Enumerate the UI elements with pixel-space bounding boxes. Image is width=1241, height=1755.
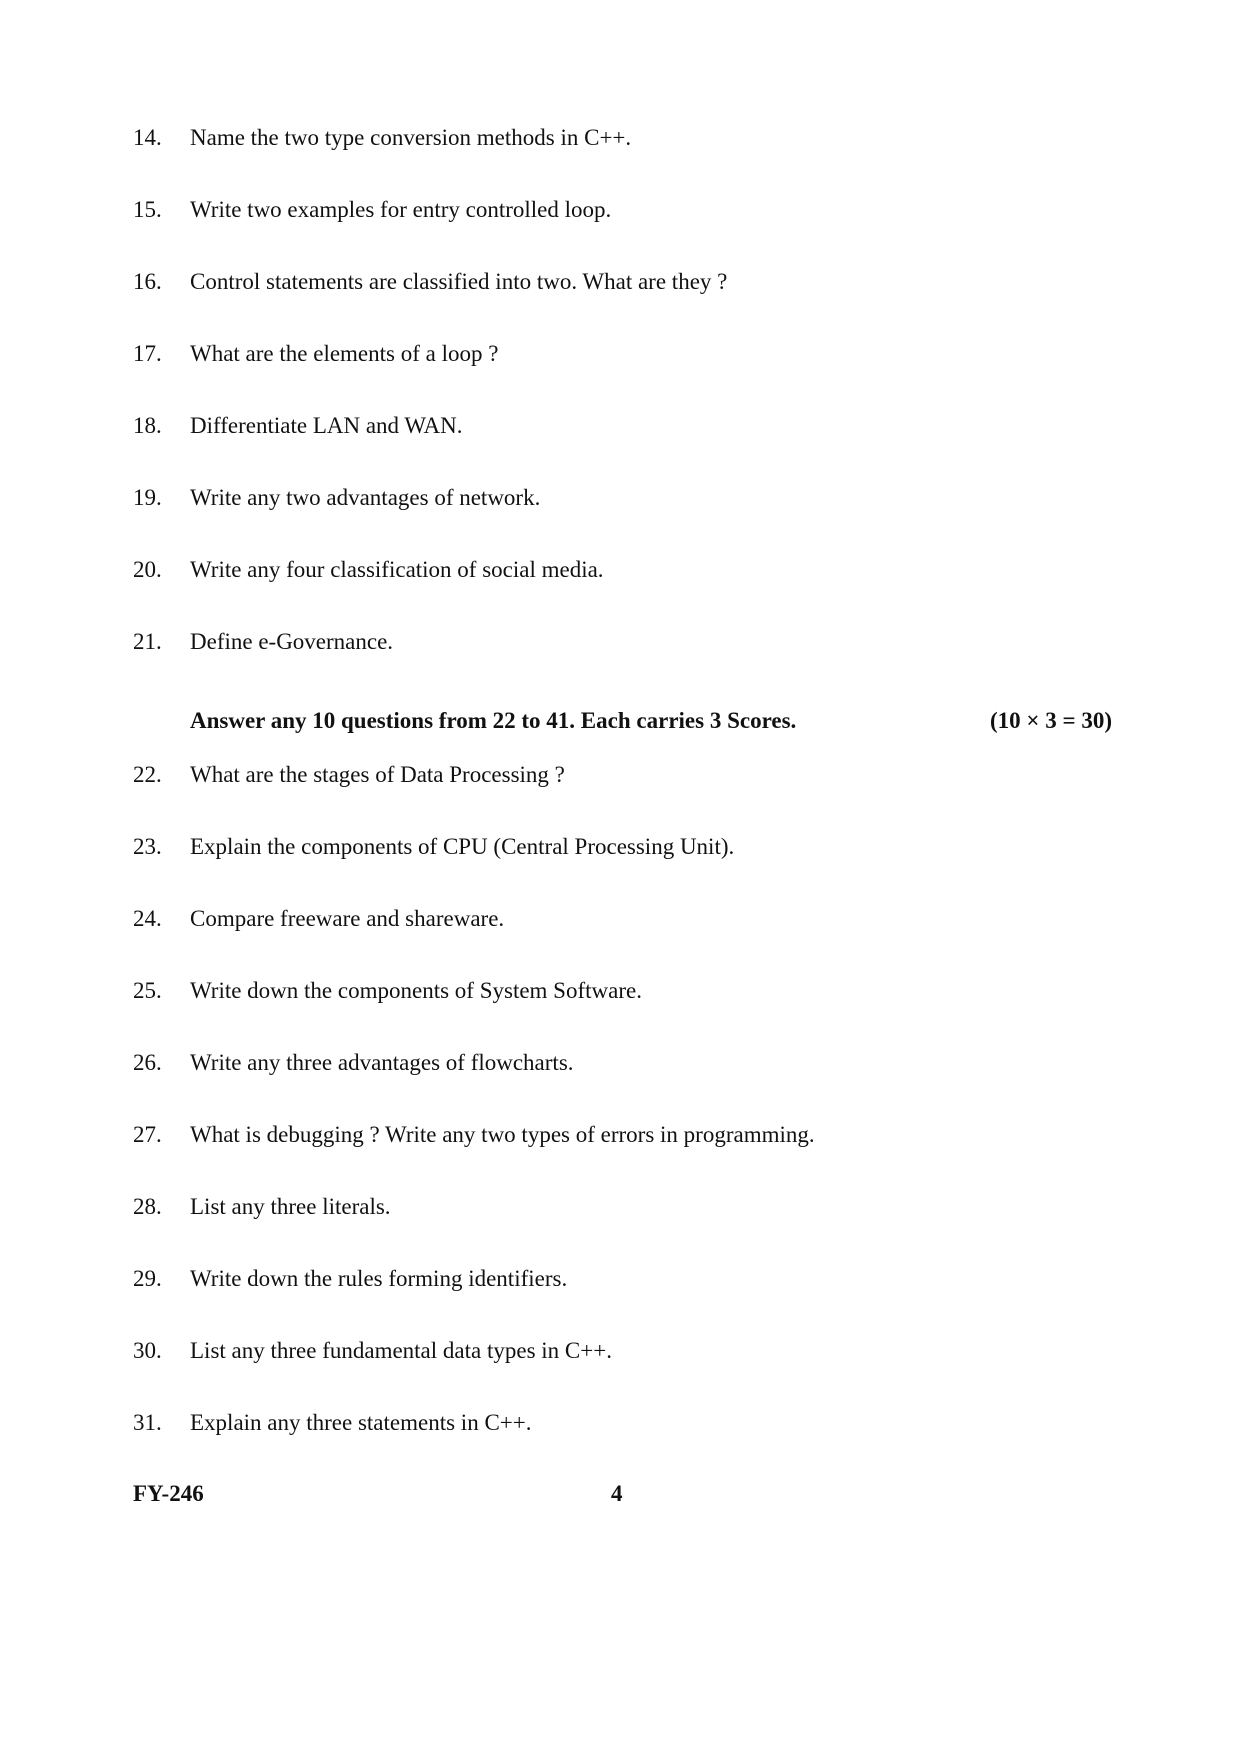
- question-number: 27.: [133, 1122, 162, 1147]
- question-28: [133, 1192, 391, 1222]
- question-15: [133, 195, 611, 225]
- page-number: 4: [611, 1481, 623, 1506]
- question-text: Explain any three statements in C++.: [190, 1410, 532, 1435]
- question-number: 16.: [133, 269, 162, 294]
- question-24: [133, 904, 504, 934]
- question-23: [133, 832, 734, 862]
- question-number: 29.: [133, 1266, 162, 1291]
- question-number: 14.: [133, 125, 162, 150]
- question-number: 24.: [133, 906, 162, 931]
- question-27: [133, 1120, 815, 1150]
- section-instruction: [190, 706, 1112, 736]
- question-19: [133, 483, 540, 513]
- question-text: Compare freeware and shareware.: [190, 906, 505, 931]
- question-29: [133, 1264, 567, 1294]
- question-text: What is debugging ? Write any two types of errors in programming.: [190, 1122, 815, 1147]
- question-text: What are the stages of Data Processing ?: [190, 762, 565, 787]
- question-number: 30.: [133, 1338, 162, 1363]
- question-18: [133, 411, 463, 441]
- question-text: Name the two type conversion methods in C++.: [190, 125, 632, 150]
- question-21: [133, 627, 393, 657]
- question-text: Write down the components of System Software.: [190, 978, 642, 1003]
- question-22: [133, 760, 565, 790]
- question-16: [133, 267, 727, 297]
- question-number: 19.: [133, 485, 162, 510]
- question-number: 15.: [133, 197, 162, 222]
- question-number: 26.: [133, 1050, 162, 1075]
- question-text: Write any two advantages of network.: [190, 485, 541, 510]
- question-text: Write any three advantages of flowcharts.: [190, 1050, 574, 1075]
- question-20: [133, 555, 604, 585]
- question-text: List any three literals.: [190, 1194, 391, 1219]
- question-text: What are the elements of a loop ?: [190, 341, 499, 366]
- question-text: Write two examples for entry controlled loop.: [190, 197, 612, 222]
- question-number: 17.: [133, 341, 162, 366]
- question-25: [133, 976, 642, 1006]
- question-26: [133, 1048, 574, 1078]
- question-number: 23.: [133, 834, 162, 859]
- question-31: [133, 1408, 531, 1438]
- question-text: Write any four classification of social media.: [190, 557, 604, 582]
- question-number: 20.: [133, 557, 162, 582]
- question-number: 22.: [133, 762, 162, 787]
- section-marks: (10 × 3 = 30): [989, 708, 1112, 733]
- section-instruction-text: Answer any 10 questions from 22 to 41. Each carries 3 Scores.: [190, 708, 797, 733]
- question-text: Define e-Governance.: [190, 629, 394, 654]
- question-number: 25.: [133, 978, 162, 1003]
- question-text: Write down the rules forming identifiers.: [190, 1266, 568, 1291]
- question-number: 28.: [133, 1194, 162, 1219]
- question-number: 18.: [133, 413, 162, 438]
- question-number: 21.: [133, 629, 162, 654]
- question-30: [133, 1336, 612, 1366]
- question-text: Explain the components of CPU (Central Processing Unit).: [190, 834, 735, 859]
- question-text: Control statements are classified into two. What are they ?: [190, 269, 728, 294]
- question-text: List any three fundamental data types in C++.: [190, 1338, 612, 1363]
- question-14: [133, 123, 631, 153]
- question-17: [133, 339, 498, 369]
- question-text: Differentiate LAN and WAN.: [190, 413, 463, 438]
- question-number: 31.: [133, 1410, 162, 1435]
- footer-code: FY-246: [133, 1481, 204, 1506]
